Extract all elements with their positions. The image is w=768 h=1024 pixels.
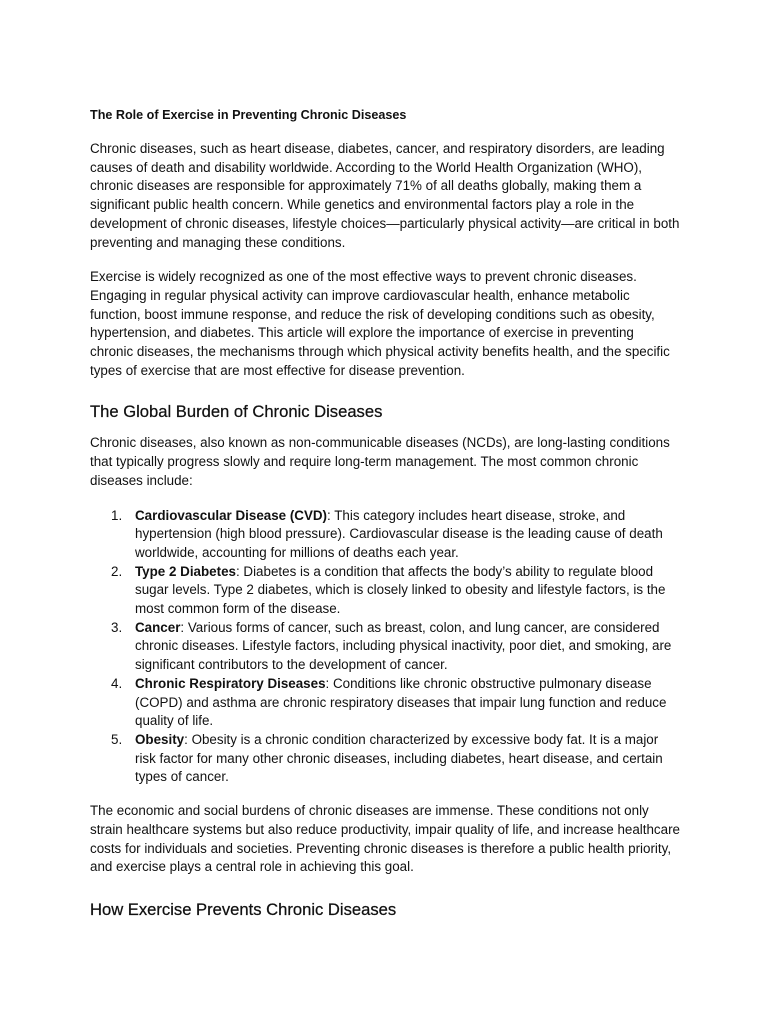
list-item-number: 3. [111,619,123,635]
list-item [111,675,680,731]
section-heading-global-burden: The Global Burden of Chronic Diseases [90,402,383,422]
list-item-number: 5. [111,731,123,747]
document-page [90,106,680,932]
list-item-text: : Various forms of cancer, such as breast, colon, and lung cancer, are considered chronic diseases. Lifestyle factors, including physical inactivity, poor diet, and smoking, are significant contributors to the development of cancer. [135,619,672,673]
list-item-text: : Conditions like chronic obstructive pulmonary disease (COPD) and asthma are chronic respiratory diseases that impair lung function and reduce quality of life. [135,675,667,729]
list-item-text: : This category includes heart disease, stroke, and hypertension (high blood pressure). Cardiovascular disease is the leading cause of death worldwide, accounting for millions of deaths each year. [135,507,663,560]
list-item-number: 4. [111,675,123,691]
list-item-number: 2. [111,563,123,579]
list-item [111,563,680,619]
document-title: The Role of Exercise in Preventing Chronic Diseases [90,108,407,122]
list-item [111,507,680,563]
list-item-term: Cancer [135,619,181,635]
list-item [111,731,680,787]
intro-paragraph-1: Chronic diseases, such as heart disease, diabetes, cancer, and respiratory disorders, are leading causes of death and disability worldwide. According to the World Health Organization (WHO), chronic diseases are responsible for approximately 71% of all deaths globally, making them a significant public health concern. While genetics and environmental factors play a role in the development of chronic diseases, lifestyle choices—particularly physical activity—are critical in both preventing and managing these conditions. [90,141,680,250]
list-item-number: 1. [111,507,123,523]
section-heading-how-exercise: How Exercise Prevents Chronic Diseases [90,899,397,919]
list-item-term: Chronic Respiratory Diseases [135,675,326,691]
list-item-text: : Obesity is a chronic condition characterized by excessive body fat. It is a major risk factor for many other chronic diseases, including diabetes, heart disease, and certain types of cancer. [135,731,663,785]
section-closing-paragraph: The economic and social burdens of chronic diseases are immense. These conditions not only strain healthcare systems but also reduce productivity, impair quality of life, and increase healthcare costs for individuals and societies. Preventing chronic diseases is therefore a public health priority, and exercise plays a central role in achieving this goal. [90,803,680,875]
intro-paragraph-2: Exercise is widely recognized as one of the most effective ways to prevent chronic diseases. Engaging in regular physical activity can improve cardiovascular health, enhance metabolic function, boost immune response, and reduce the risk of developing conditions such as obesity, hypertension, and diabetes. This article will explore the importance of exercise in preventing chronic diseases, the mechanisms through which physical activity benefits health, and the specific types of exercise that are most effective for disease prevention. [90,269,670,378]
section-lead-paragraph: Chronic diseases, also known as non-communicable diseases (NCDs), are long-lasting conditions that typically progress slowly and require long-term management. The most common chronic diseases include: [90,435,670,488]
list-item-term: Type 2 Diabetes [135,563,236,579]
list-item [111,619,680,675]
chronic-disease-list [90,507,680,788]
list-item-term: Cardiovascular Disease (CVD) [135,507,328,523]
list-item-text: : Diabetes is a condition that affects the body’s ability to regulate blood sugar levels. Type 2 diabetes, which is closely linked to obesity and lifestyle factors, is the most common form of the disease. [135,563,666,617]
list-item-term: Obesity [135,731,185,747]
